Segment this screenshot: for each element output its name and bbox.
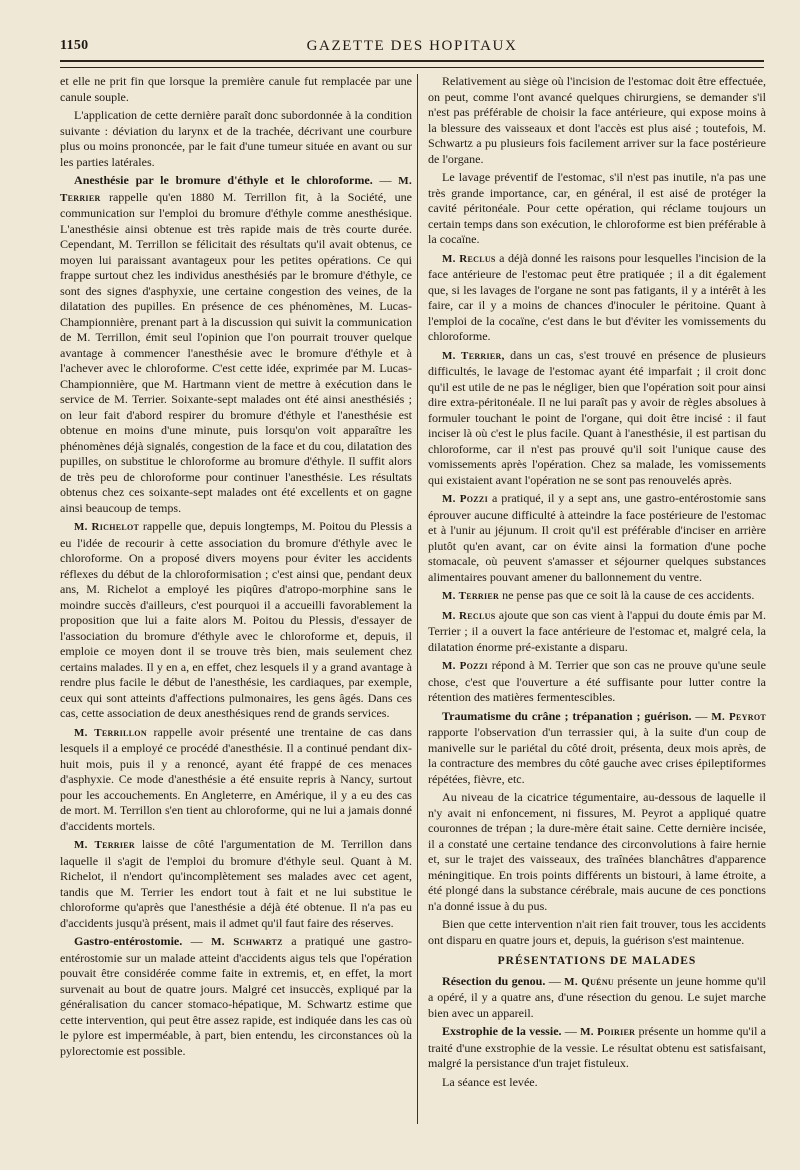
rubric-heading: Exstrophie de la vessie. [442,1024,562,1038]
paragraph: Anesthésie par le bromure d'éthyle et le chloroforme. — M. Terrier rappelle qu'en 1880 M. Terrillon fit, à la Société, une communication sur l'emploi du bromure d'éthyle comme anesthésique. L'anesthésie ainsi obtenue est très rapide mais de très courte durée. Cependant, M. Terrillon se félicitait des résultats qu'il avait obtenus, ce moyen lui paraissant avantageux pour les petites opérations. Ce qui frappe surtout chez les individus anesthésiés par le bromure d'éthyle, ce sont des signes d'asphyxie, une certaine congestion des veines, de la dilatation des pupilles. En présence de ces phénomènes, M. Lucas-Championnière, prenant part à la discussion qui suivit la communication de M. Terrillon, émit seul l'opinion que l'on pourrait trouver quelque avantage à commencer l'anesthésie avec le bromure d'éthyle et à l'achever avec le chloroforme. C'est cette idée, exprimée par M. Lucas-Championnière, que M. Hartmann vient de mettre à exécution dans le service de M. Terrier. Soixante-sept malades ont été ainsi anesthésiés ; on leur fait d'abord respirer du bromure d'éthyle et l'anesthésie est obtenue en moins d'une minute, puis lorsqu'on voit apparaître les phénomènes déjà signalés, congestion de la face et du cou, dilatation des pupilles, on substitue le chloroforme au bromure d'éthyle. Il suffit alors de très peu de chloroforme pour continuer l'anesthésie. Les résultats obtenus chez ces soixante-sept malades ont été excellents et on gagne ainsi beaucoup de temps. [60,173,412,515]
speaker-name: M. Pozzi [442,493,488,505]
speaker-name: M. Terrier, [442,349,505,362]
paragraph: Au niveau de la cicatrice tégumentaire, au-dessous de laquelle il n'y avait ni enfoncement, ni fissures, M. Peyrot a appliqué quatre couronnes de trépan ; la dure-mère était saine. Cette dernière incisée, il a constaté une certaine tendance des circonvolutions à faire hernie et, sur le trajet des vaisseaux, des traînées blanchâtres d'apparence méningitique. En trois points différents un bistouri, à lame étroite, a été plongé dans la substance cérébrale, mais aucune de ces ponctions n'a donné issue à du pus. [428,790,766,913]
page-number: 1150 [60,38,89,53]
section-heading: PRÉSENTATIONS DE MALADES [497,955,697,967]
paragraph-text: ajoute que son cas vient à l'appui du doute émis par M. Terrier ; il a ouvert la face antérieure de l'estomac et, malgré cela, la dilatation énorme pré-existante a disparu. [428,607,766,654]
paragraph: Exstrophie de la vessie. — M. Poirier présente un homme qu'il a traité d'une exstrophie de la vessie. Le résultat obtenu est satisfaisant, malgré la persistance d'un trajet fistuleux. [428,1024,766,1070]
speaker-name: M. Terrier [442,590,500,602]
paragraph [428,251,766,345]
paragraph [428,588,766,605]
paragraph: Gastro-entérostomie. — M. Schwartz a pratiqué une gastro-entérostomie sur un malade atteint d'accidents aigus tels que l'opération pouvait être considérée comme faite in extremis, et, en effet, la mort survenait au bout de quatre jours. Malgré cet insuccès, expliqué par la généralisation du cancer stomaco-hépatique, M. Schwartz estime que cette intervention, qui peut être assez rapide, est indiquée dans les cas où le pylore est imperméable, à part, bien entendu, les circonstances où la pylorectomie est possible. [60,934,413,1058]
paragraph: Relativement au siège où l'incision de l'estomac doit être effectuée, on peut, comme l'ont avancé quelques chirurgiens, se demander s'il n'est pas préférable de choisir la face antérieure, qui expose moins à la blessure des vaisseaux et dont l'accès est plus aisé ; toutefois, M. Schwartz a pu plusieurs fois facilement arriver sur la face postérieure de l'organe. [428,74,766,166]
speaker-name: M. Quénu [564,975,614,988]
paragraph [428,348,766,489]
speaker-name: M. Peyrot [711,710,766,723]
rubric-heading: Résection du genou. [442,973,546,988]
paragraph-text: présente un jeune homme qu'il a opéré, il y a quatre ans, d'une résection du genou. Le sujet marche bien avec un appareil. [428,973,766,1020]
rubric-heading: Traumatisme du crâne ; trépanation ; guérison. [442,708,692,723]
paragraph-text: rappelle qu'en 1880 M. Terrillon fit, à la Société, une communication sur l'emploi du bromure d'éthyle comme anesthésique. L'anesthésie ainsi obtenue est très rapide mais de très courte durée. Cependant, M. Terrillon se félicitait des résultats qu'il avait obtenus, ce moyen lui paraissant avantageux pour les petites opérations. Ce qui frappe surtout chez les individus anesthésiés par le bromure d'éthyle, ce sont des signes d'asphyxie, une certaine congestion des veines, de la dilatation des pupilles. En présence de ces phénomènes, M. Lucas-Championnière, prenant part à la discussion qui suivit la communication de M. Terrillon, émit seul l'opinion que l'on pourrait trouver quelque avantage à commencer l'anesthésie avec le bromure d'éthyle et à l'achever avec le chloroforme. C'est cette idée, exprimée par M. Lucas-Championnière, que M. Hartmann vient de mettre à exécution dans le service de M. Terrier. Soixante-sept malades ont été ainsi anesthésiés ; on leur fait d'abord respirer du bromure d'éthyle et l'anesthésie est obtenue en moins d'une minute, puis lorsqu'on voit apparaître les phénomènes déjà signalés, congestion de la face et du cou, dilatation des pupilles, on substitue le chloroforme au bromure d'éthyle. Il suffit alors de très peu de chloroforme pour continuer l'anesthésie. Les résultats obtenus chez ces soixante-sept malades ont été excellents et on gagne ainsi beaucoup de temps. [60,189,412,515]
right-column [428,74,766,1093]
speaker-name: M. Pozzi [442,660,488,672]
speaker-name: M. Terrier [74,839,135,851]
speaker-name: M. Reclus [442,609,496,622]
paragraph-text: a pratiqué, il y a sept ans, une gastro-entérostomie sans éprouver aucune difficulté à atteindre la face postérieure de l'estomac et à l'unir au jéjunum. Il croit qu'il est préférable d'inciser en arrière plutôt qu'en avant, car on évite ainsi la formation d'une poche stomacale, où peuvent s'amasser et séjourner quelques substances alimentaires pouvant amener du ballonnement du ventre. [428,491,766,584]
paragraph: Bien que cette intervention n'ait rien fait trouver, tous les accidents ont disparu en quatre jours et, depuis, la guérison s'est maintenue. [428,917,766,947]
paragraph: et elle ne prit fin que lorsque la première canule fut remplacée par une canule souple. [60,74,412,104]
column-divider [417,74,418,1124]
rubric-heading: Gastro-entérostomie. [74,934,183,948]
paragraph: Résection du genou. — M. Quénu présente un jeune homme qu'il a opéré, il y a quatre ans, d'une résection du genou. Le sujet marche bien avec un appareil. [428,973,766,1020]
speaker-name: M. Terrier [60,175,412,204]
paragraph: Traumatisme du crâne ; trépanation ; guérison. — M. Peyrot rapporte l'observation d'un terrassier qui, à la suite d'un coup de manivelle sur le pariétal du côté droit, présenta, deux mois après, de la contracture des membres du côté gauche avec crises épileptiformes répétées, fièvre, etc. [428,708,766,786]
paragraph-text: a pratiqué une gastro-entérostomie sur un malade atteint d'accidents aigus tels que l'opération pouvait être considérée comme faite in extremis, et, en effet, la mort survenait au bout de quatre jours. Malgré cet insuccès, expliqué par la généralisation du cancer stomaco-hépatique, M. Schwartz estime que cette intervention, qui peut être assez rapide, est indiquée dans les cas où le pylore est imperméable, à part, bien entendu, les circonstances où la pylorectomie est possible. [60,934,413,1058]
speaker-name: M. Richelot [74,521,140,533]
header-rule [60,60,764,68]
paragraph [428,608,766,656]
paragraph-text: rappelle que, depuis longtemps, M. Poitou du Plessis a eu l'idée de recourir à cette association du bromure d'éthyle avec le chloroforme. On a proposé divers moyens pour éviter les accidents réflexes du début de la chloroformisation ; c'est ainsi que, pendant deux ans, M. Richelot a employé les piqûres d'atropo-morphine sans le moindre succès d'ailleurs, c'est pourquoi il a accueilli favorablement la proposition que lui a faite alors M. Poitou du Plessis, d'essayer de l'association du bromure d'éthyle avec le chloroforme et, depuis, il emploie ce moyen dont il se trouve très bien, mais seulement chez certains malades. Il y en a, en effet, chez lesquels il y a grand avantage à rendre plus facile le début de l'anesthésie, les cardiaques, par exemple, ceux qui sont atteints d'affections pulmonaires, les gens âgés. Dans ces cas, cette association de deux anesthésiques rend de grands services. [60,519,412,720]
paragraph: Le lavage préventif de l'estomac, s'il n'est pas inutile, n'a pas une très grande importance, car, en général, il est aisé de protéger la cavité péritonéale. Pour cette opération, qui réclame toujours un certain temps dans son exécution, le chloroforme est bien préférable à la cocaïne. [428,170,766,246]
paragraph-text: ne pense pas que ce soit là la cause de ces accidents. [499,588,755,602]
paragraph-text: dans un cas, s'est trouvé en présence de plusieurs difficultés, le lavage de l'estomac ayant été imparfait ; il croit donc qu'il est utile de ne pas le négliger, bien que l'opération soit pour ainsi dire extra-péritonéale. Il ne lui paraît pas y avoir de règles absolues à formuler touchant le point de l'organe, qui doit être incisé : il faut inciser là où c'est le plus facile. Quant à l'anesthésie, il est partisan du chloroforme, car il n'est pas prouvé qu'il soit l'unique cause des vomissements après l'opération. Chez sa malade, les vomissements qui existaient avant l'opération ne se sont pas renouvelés après. [428,347,766,487]
speaker-name: M. Schwartz [211,936,283,948]
closing-line: La séance est levée. [442,1074,538,1089]
paragraph [60,519,412,722]
page-header [60,34,764,54]
paragraph [60,837,412,931]
paragraph-text: rapporte l'observation d'un terrassier qui, à la suite d'un coup de manivelle sur le pariétal du côté droit, présenta, deux mois après, de la contracture des membres du côté gauche avec crises épileptiformes répétées, fièvre, etc. [428,725,766,786]
paragraph: L'application de cette dernière paraît donc subordonnée à la condition suivante : déviation du larynx et de la trachée, décrivant une courbure plus ou moins prononcée, par le fait d'une tumeur située en avant ou sur les parties latérales. [60,108,412,169]
paragraph-text: présente un homme qu'il a traité d'une exstrophie de la vessie. Le résultat obtenu est satisfaisant, malgré la persistance d'un trajet fistuleux. [428,1024,766,1070]
paragraph-text: laisse de côté l'argumentation de M. Terrillon dans laquelle il s'agit de l'emploi du bromure d'éthyle seul. Quant à M. Richelot, il n'endort qu'incomplètement ses malades avec cet agent, tandis que M. Terrier les endort tout à fait et ne lui substitue le chloroforme qu'après que l'anesthésie a déjà été obtenue. Il n'a pas eu d'accidents jusqu'à présent, mais il admet qu'il faut faire des réserves. [60,837,412,930]
paragraph-text: répond à M. Terrier que son cas ne prouve qu'une seule chose, c'est que l'ouverture a été suffisante pour lutter contre la rétention des matières fermentescibles. [428,658,766,704]
speaker-name: M. Reclus [442,252,496,265]
paragraph [60,725,412,835]
speaker-name: M. Terrillon [74,726,147,739]
journal-title: GAZETTE DES HOPITAUX [306,38,518,54]
paragraph-text: rappelle avoir présenté une trentaine de cas dans lesquels il a employé ce procédé d'anesthésie. Il a continué pendant dix-huit mois, puis il y a renoncé, ayant été frappé de ces menaces d'asphyxie. Ce mode d'anesthésie a été ensuite repris à Nancy, surtout pour les accouchements. En Angleterre, en Amérique, il y a eu des cas de mort. M. Terrillon s'en tient au chloroforme, qui ne lui a jamais donné d'accidents mortels. [60,724,412,833]
speaker-name: M. Poirier [580,1026,636,1038]
left-column [60,74,412,1062]
rubric-heading: Anesthésie par le bromure d'éthyle et le chloroforme. [74,173,373,187]
paragraph-text: a déjà donné les raisons pour lesquelles l'incision de la face antérieure de l'estomac peut être pratiquée ; il a dit également que, si les lavages de l'organe ne sont pas fatigants, il y a intérêt à les faire, car il y a moins de chances d'inoculer le péritoine. Quant à l'emploi de la cocaïne, c'est dans le but d'éviter les vomissements du chloroforme. [428,250,767,343]
paragraph [428,658,766,706]
paragraph [428,491,766,585]
